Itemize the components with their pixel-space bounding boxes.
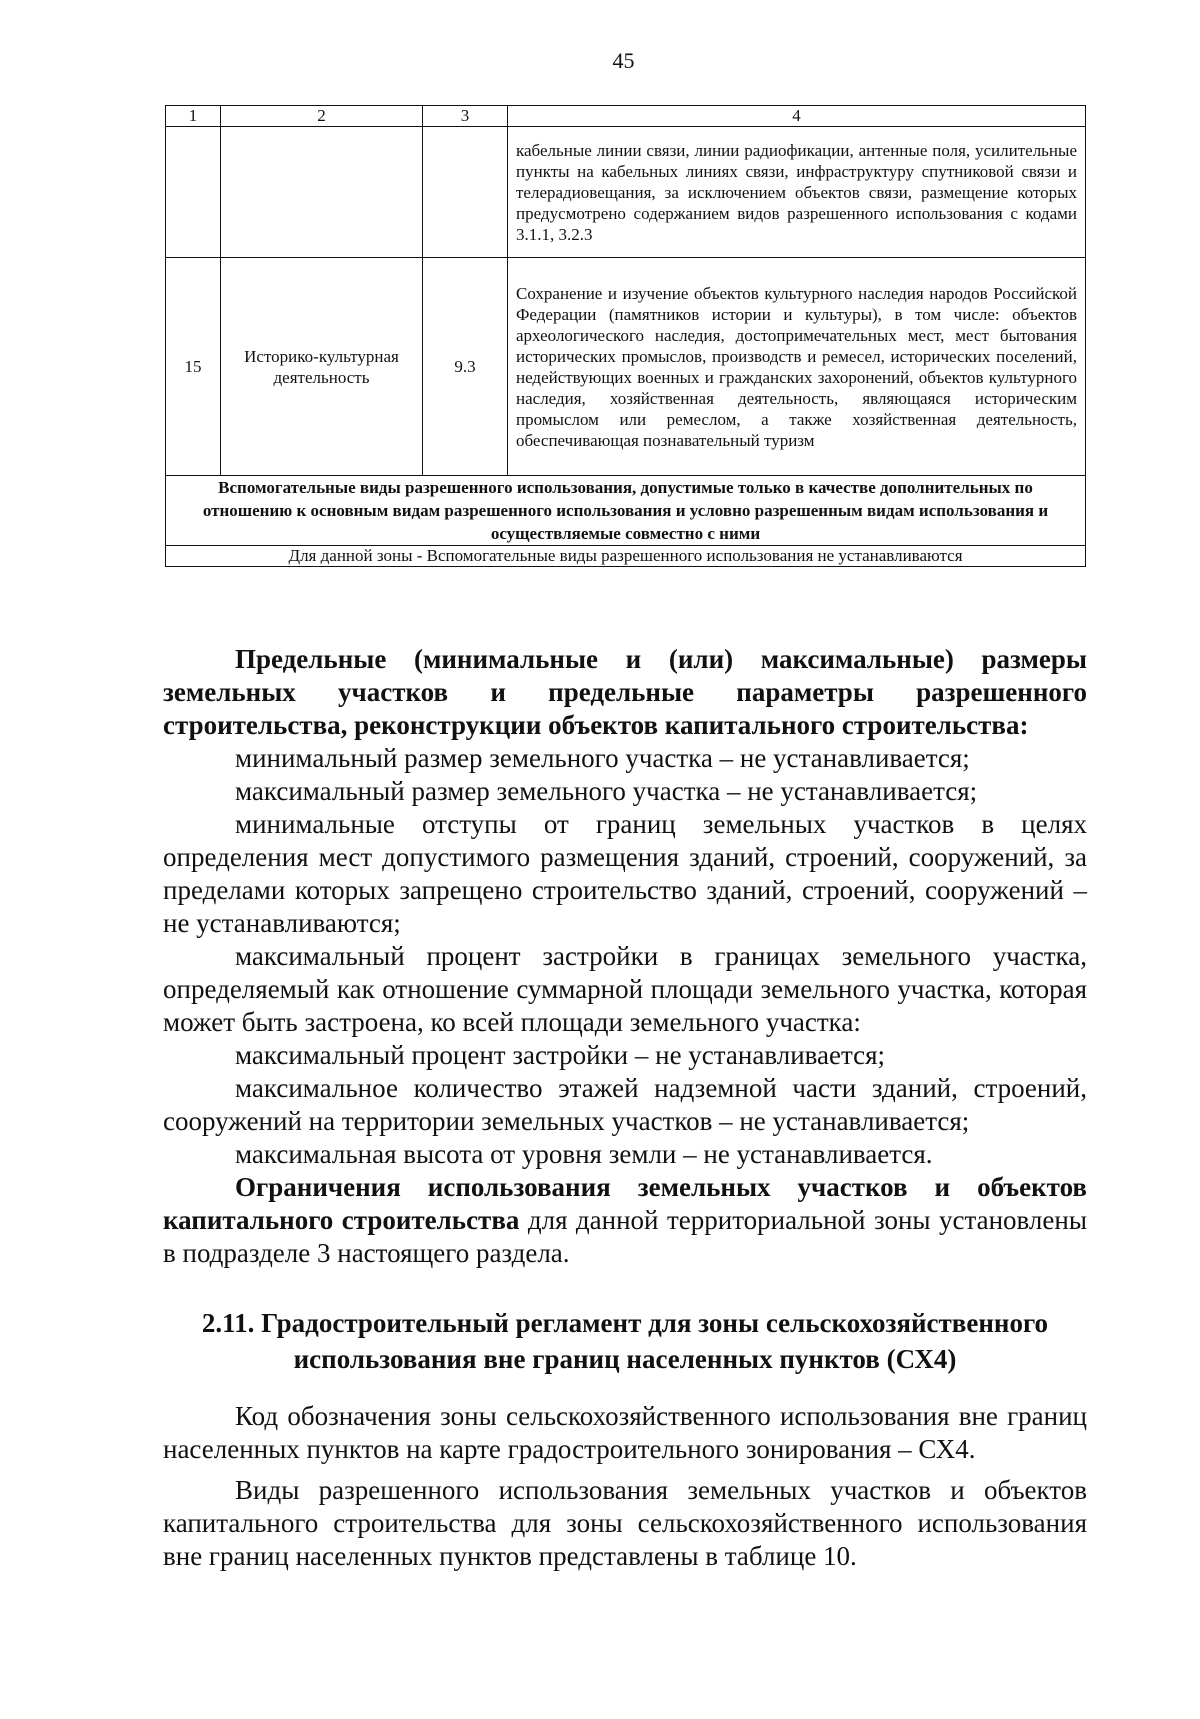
limits-heading: Предельные (минимальные и (или) максимальные) размеры земельных участков и предельные параметры разрешенного строительства, реконструкции объектов капитального строительства: [163,644,1087,740]
header-cell-3: 3 [423,106,508,127]
aux-uses-note: Для данной зоны - Вспомогательные виды разрешенного использования не устанавливаются [166,546,1086,567]
page-number: 45 [612,48,635,73]
restrictions-paragraph [163,1171,1087,1270]
table-header-row [166,106,1086,127]
row-number-cell: 15 [166,258,221,476]
row-code-cell [423,127,508,258]
row-code-cell: 9.3 [423,258,508,476]
limit-item: максимальный процент застройки в границах земельного участка, определяемый как отношение суммарной площади земельного участка, которая может быть застроена, ко всей площади земельного участка: [163,941,1087,1037]
restrictions-text: для данной территориальной зоны установлены в подразделе 3 настоящего раздела. [163,1205,1087,1268]
limit-item: максимальное количество этажей надземной части зданий, строений, сооружений на территории земельных участков – не устанавливается; [163,1073,1087,1136]
limit-item: максимальный процент застройки – не устанавливается; [235,1040,886,1070]
table-row [166,127,1086,258]
aux-title-row [166,476,1086,546]
header-cell-1: 1 [166,106,221,127]
aux-uses-title: Вспомогательные виды разрешенного использования, допустимые только в качестве дополнительных по отношению к основным видам разрешенного использования и условно разрешенным видам использования и осуществляемые совместно с ними [166,476,1086,546]
permitted-use-table [165,105,1086,567]
row-name-cell [221,127,423,258]
header-cell-4: 4 [508,106,1086,127]
limit-item: минимальные отступы от границ земельных участков в целях определения мест допустимого размещения зданий, строений, сооружений, за пределами которых запрещено строительство зданий, строений, сооружений – не устанавливаются; [163,809,1087,938]
row-description-cell: Сохранение и изучение объектов культурного наследия народов Российской Федерации (памятников истории и культуры), в том числе: объектов археологического наследия, достопримечательных мест, мест бытования исторических промыслов, производств и ремесел, исторических поселений, недействующих военных и гражданских захоронений, объектов культурного наследия, хозяйственная деятельность, являющаяся историческим промыслом или ремеслом, а также хозяйственная деятельность, обеспечивающая познавательный туризм [508,258,1086,476]
limit-item: максимальная высота от уровня земли – не устанавливается. [235,1139,933,1169]
zone-code-paragraph: Код обозначения зоны сельскохозяйственного использования вне границ населенных пунктов на карте градостроительного зонирования – СХ4. [163,1401,1087,1464]
aux-note-row [166,546,1086,567]
row-description-cell: кабельные линии связи, линии радиофикации, антенные поля, усилительные пункты на кабельных линиях связи, инфраструктуру спутниковой связи и телерадиовещания, за исключением объектов связи, размещение которых предусмотрено содержанием видов разрешенного использования с кодами 3.1.1, 3.2.3 [508,127,1086,258]
subsection-heading-line-1: 2.11. Градостроительный регламент для зоны сельскохозяйственного [201,1308,1049,1338]
zone-uses-paragraph: Виды разрешенного использования земельных участков и объектов капитального строительства для зоны сельскохозяйственного использования вне границ населенных пунктов представлены в таблице 10. [163,1475,1087,1571]
limit-item: максимальный размер земельного участка – не устанавливается; [235,776,978,806]
limit-item: минимальный размер земельного участка – не устанавливается; [235,743,970,773]
subsection-heading [163,1305,1087,1377]
row-number-cell [166,127,221,258]
zone-description [163,1400,1087,1573]
row-name-cell: Историко-культурная деятельность [221,258,423,476]
subsection-heading-line-2: использования вне границ населенных пунктов (СХ4) [293,1344,957,1374]
table-row [166,258,1086,476]
restrictions-bold-text: Ограничения использования земельных участков и объектов капитального строительства [163,1172,1087,1235]
limits-section [163,643,1087,1270]
header-cell-2: 2 [221,106,423,127]
